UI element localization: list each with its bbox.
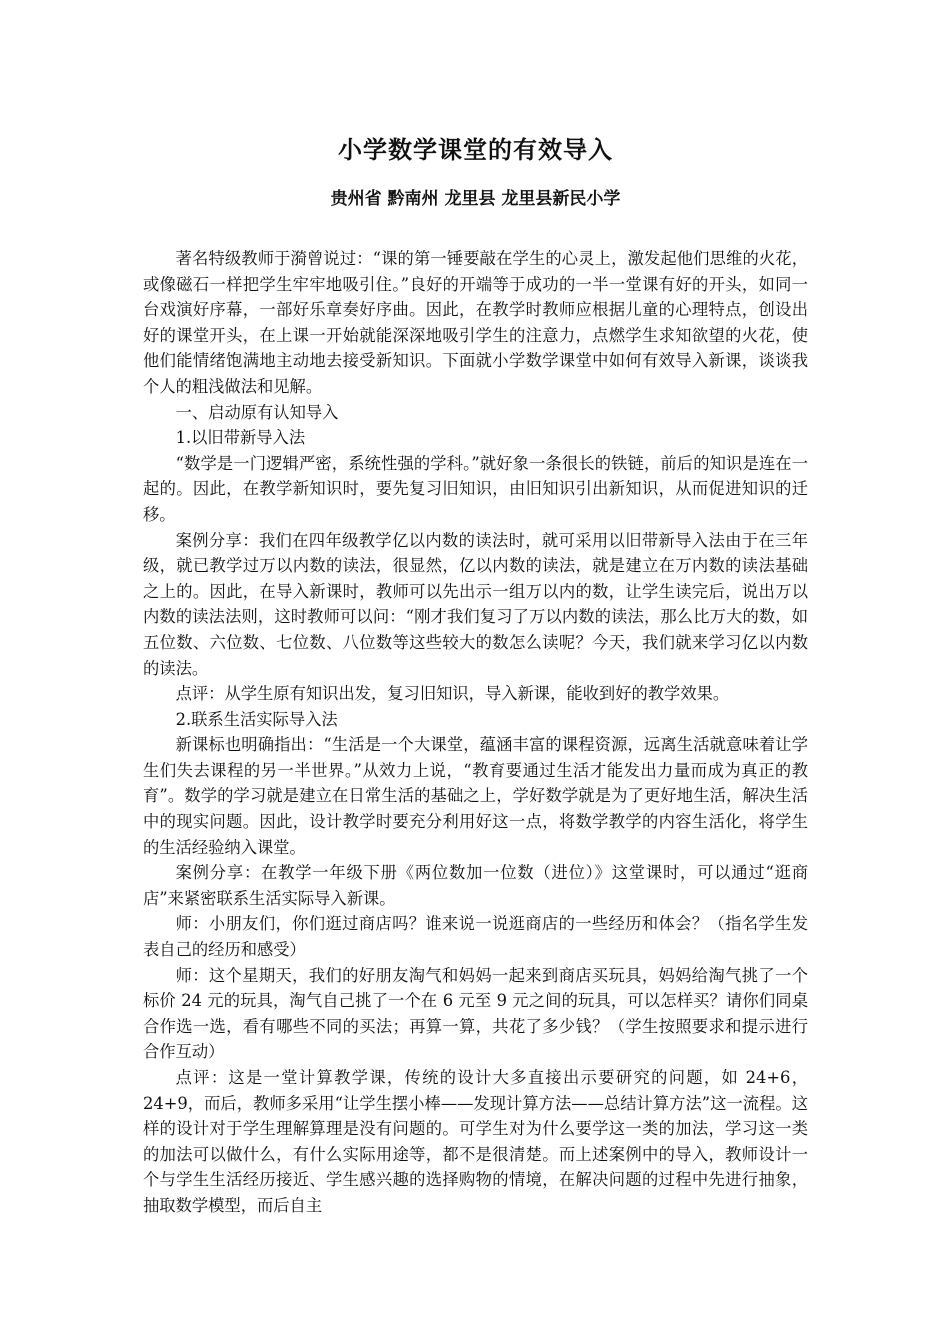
author-line: 贵州省 黔南州 龙里县 龙里县新民小学	[330, 189, 621, 209]
document-body	[143, 246, 808, 1219]
paragraph: 案例分享：我们在四年级教学亿以内数的读法时，就可采用以旧带新导入法由于在三年级，就已教学过万以内数的读法，很显然，亿以内数的读法，就是建立在万内数的读法基础之上的。因此，在导入新课时，教师可以先出示一组万以内的数，让学生读完后，说出万以内数的读法法则，这时教师可以问：“刚才我们复习了万以内数的读法，那么比万大的数，如五位数、六位数、七位数、八位数等这些较大的数怎么读呢？今天，我们就来学习亿以内数的读法。	[143, 530, 808, 678]
paragraph: 师：这个星期天，我们的好朋友淘气和妈妈一起来到商店买玩具，妈妈给淘气挑了一个标价 24 元的玩具，淘气自己挑了一个在 6 元至 9 元之间的玩具，可以怎样买？请你们同桌合作选一选，看有哪些不同的买法；再算一算，共花了多少钱？（学生按照要求和提示进行合作互动）	[143, 965, 808, 1062]
section-heading: 一、启动原有认知导入	[175, 402, 339, 422]
paragraph: 师：小朋友们，你们逛过商店吗？谁来说一说逛商店的一些经历和体会？（指名学生发表自己的经历和感受）	[143, 914, 808, 960]
paragraph: 案例分享：在教学一年级下册《两位数加一位数（进位）》这堂课时，可以通过“逛商店”来紧密联系生活实际导入新课。	[143, 863, 808, 908]
paragraph: 点评：这是一堂计算教学课，传统的设计大多直接出示要研究的问题，如 24+6，24+9，而后，教师多采用“让学生摆小棒——发现计算方法——总结计算方法”这一流程。这样的设计对于学生理解算理是没有问题的。可学生对为什么要学这一类的加法，学习这一类的加法可以做什么，有什么实际用途等，都不是很清楚。而上述案例中的导入，教师设计一个与学生生活经历接近、学生感兴趣的选择购物的情境，在解决问题的过程中先进行抽象，抽取数学模型，而后自主	[143, 1068, 808, 1215]
subsection-heading: 1.以旧带新导入法	[175, 428, 306, 448]
paragraph: 点评：从学生原有知识出发，复习旧知识，导入新课，能收到好的教学效果。	[175, 684, 730, 704]
subsection-heading: 2.联系生活实际导入法	[175, 709, 338, 729]
paragraph: “数学是一门逻辑严密，系统性强的学科。”就好象一条很长的铁链，前后的知识是连在一起的。因此，在教学新知识时，要先复习旧知识，由旧知识引出新知识，从而促进知识的迁移。	[143, 453, 808, 524]
paragraph: 新课标也明确指出：“生活是一个大课堂，蕴涵丰富的课程资源，远离生活就意味着让学生们失去课程的另一半世界。”从效力上说，“教育要通过生活才能发出力量而成为真正的教育”。数学的学习就是建立在日常生活的基础之上，学好数学就是为了更好地生活，解决生活中的现实问题。因此，设计教学时要充分利用好这一点，将数学教学的内容生活化，将学生的生活经验纳入课堂。	[143, 735, 808, 857]
document-title: 小学数学课堂的有效导入	[338, 136, 613, 164]
paragraph: 著名特级教师于漪曾说过：“课的第一锤要敲在学生的心灵上，激发起他们思维的火花，或像磁石一样把学生牢牢地吸引住。”良好的开端等于成功的一半一堂课有好的开头，如同一台戏演好序幕，一部好乐章奏好序曲。因此，在教学时教师应根据儿童的心理特点，创设出好的课堂开头，在上课一开始就能深深地吸引学生的注意力，点燃学生求知欲望的火花，使他们能情绪饱满地主动地去接受新知识。下面就小学数学课堂中如何有效导入新课，谈谈我个人的粗浅做法和见解。	[143, 249, 808, 396]
